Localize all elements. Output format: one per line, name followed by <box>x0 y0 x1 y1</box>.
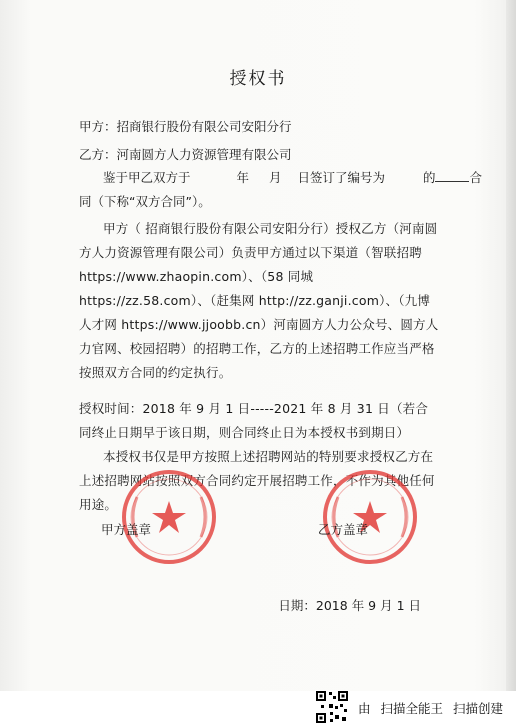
qr-code-icon <box>315 690 349 724</box>
scanner-credit <box>358 699 509 717</box>
recital-year: 年 <box>236 170 249 185</box>
party-a-seal-label: 甲方盖章 <box>101 522 152 537</box>
recital-line-2: 同（下称“双方合同”）。 <box>79 194 211 209</box>
document-title: 授权书 <box>229 69 287 89</box>
party-b-line: 乙方：河南圆方人力资源管理有限公司 <box>79 147 292 162</box>
scanner-credit-by: 由 <box>358 701 371 716</box>
recital-he: 合 <box>469 170 482 185</box>
authorization-period: 授权时间：2018 年 9 月 1 日-----2021 年 8 月 31 日（若合同终止日期早于该日期，则合同终止日为本授权书到期日） <box>79 401 429 440</box>
party-a-line: 甲方：招商银行股份有限公司安阳分行 <box>79 119 292 134</box>
party-b-seal-label: 乙方盖章 <box>318 522 369 537</box>
seal-icon <box>119 467 219 567</box>
authorization-paragraph: 甲方（ 招商银行股份有限公司安阳分行）授权乙方（河南圆方人力资源管理有限公司）负责甲方通过以下渠道（智联招聘 https://www.zhaopin.com）、（58 同城 https://zz.58.com）、（赶集网 http://zz.ganji.com）、（九博人才网 https://www.jjoobb.cn）河南圆方人力公众号、圆方人力官网、校园招聘）的招聘工作，乙方的上述招聘工作应当严格按照双方合同的约定执行。 <box>79 221 439 380</box>
recital-day-number: 日签订了编号为 <box>297 170 385 185</box>
page-edge <box>506 0 516 725</box>
scanner-app-name: 扫描全能王 <box>380 701 444 716</box>
recital-month: 月 <box>268 170 282 185</box>
seal-icon <box>320 467 420 567</box>
recital-of: 的 <box>422 170 436 185</box>
contract-blank <box>435 169 469 182</box>
document-date: 日期：2018 年 9 月 1 日 <box>278 598 421 613</box>
scanner-credit-action: 扫描创建 <box>453 701 504 716</box>
usage-statement: 本授权书仅是甲方按照上述招聘网站的特别要求授权乙方在上述招聘网站按照双方合同约定开展招聘工作，不作为其他任何用途。 <box>79 449 435 512</box>
recital-line-1 <box>103 169 482 187</box>
recital-text-1: 鉴于甲乙双方于 <box>103 170 191 185</box>
